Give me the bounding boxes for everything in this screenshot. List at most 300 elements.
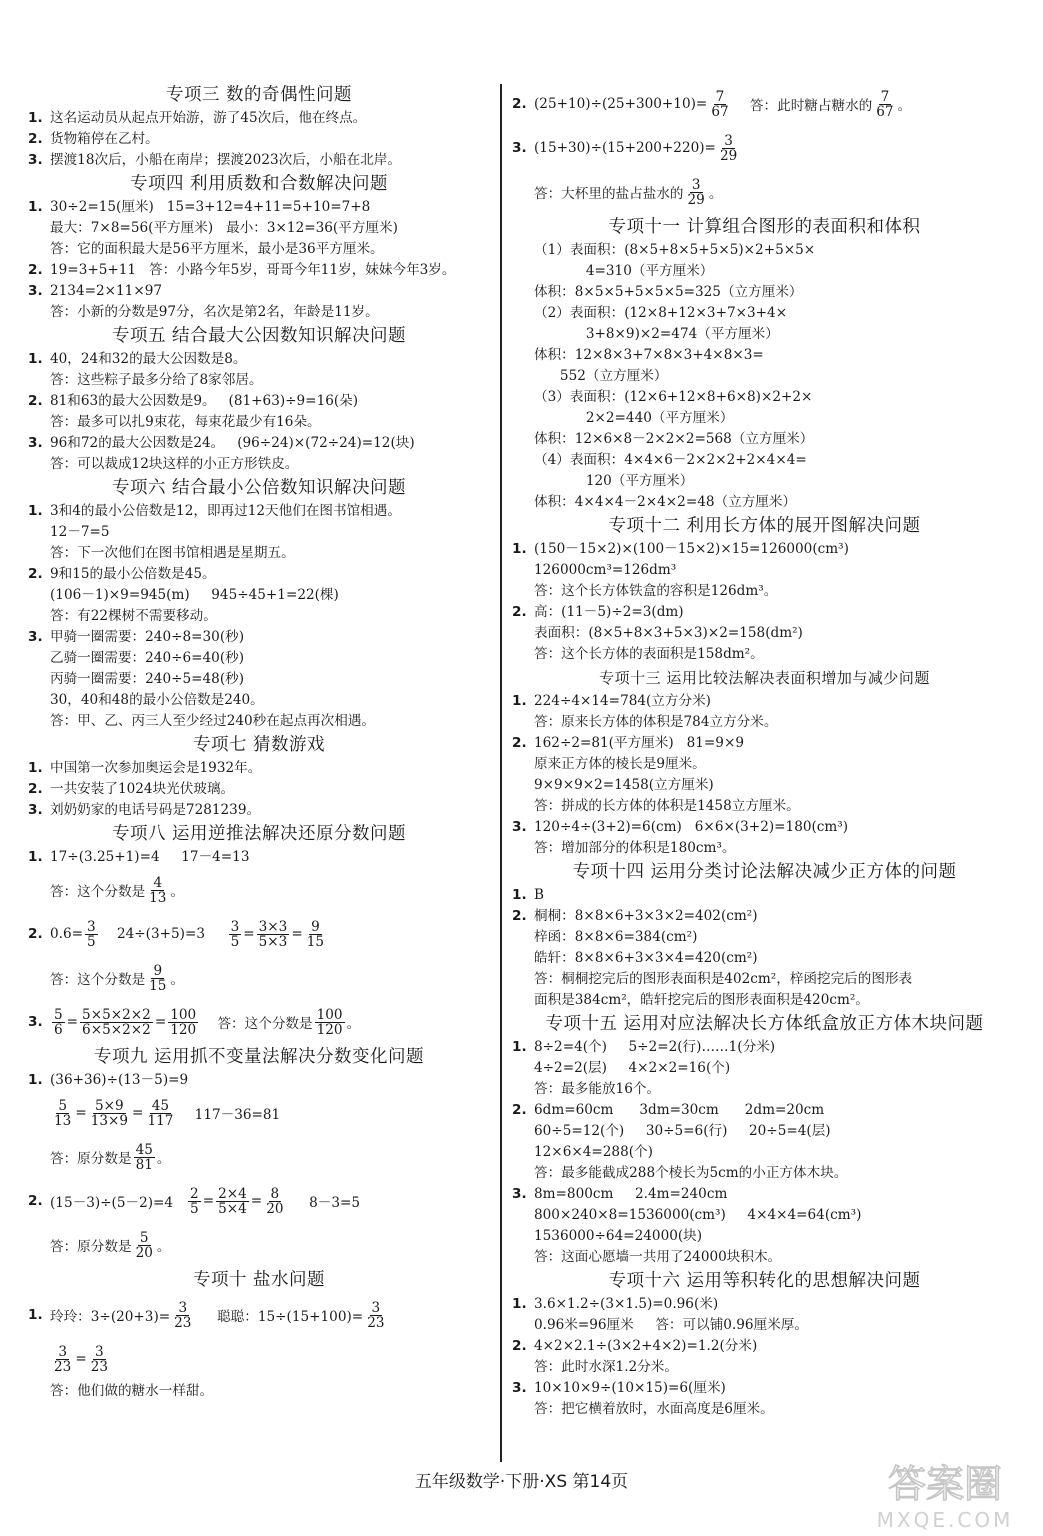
answer-text: 答：小新的分数是97分，名次是第2名，年龄是11岁。 [50, 304, 379, 320]
answer-text: 答：此时水深1.2分米。 [534, 1359, 678, 1375]
answer-line [512, 796, 1017, 817]
answer-text: 答：这面心愿墙一共用了24000块积木。 [534, 1249, 782, 1265]
answer-text: 3.6×1.2÷(3×1.5)=0.96(米) [534, 1296, 719, 1312]
answer-line [512, 1121, 1017, 1142]
answer-text: 答：把它横着放时，水面高度是6厘米。 [534, 1401, 774, 1417]
fraction-denominator: 23 [54, 1358, 72, 1375]
question-number: 3. [512, 140, 527, 156]
fraction [718, 134, 739, 163]
answer-line [28, 758, 490, 779]
answer-text: (36+36)÷(13－5)=9 [50, 1072, 189, 1088]
answer-line [512, 1058, 1017, 1079]
fraction-numerator: 100 [170, 1006, 197, 1023]
answer-line [512, 948, 1017, 969]
answer-line [512, 906, 1017, 927]
fraction-denominator: 23 [90, 1358, 109, 1375]
section-title: 专项六 结合最小公倍数知识解决问题 [111, 478, 407, 498]
answer-line [512, 303, 1017, 324]
answer-line [28, 669, 490, 690]
fraction-denominator: 67 [876, 103, 894, 120]
fraction [216, 1187, 249, 1216]
answer-text: 3+8×9)×2=474（平方厘米） [534, 326, 779, 342]
answer-text: = [75, 1105, 87, 1121]
answer-line [28, 711, 490, 732]
fraction-line [512, 170, 1017, 214]
answer-text: 答：原来长方体的体积是784立方分米。 [534, 714, 778, 730]
answer-text: = [243, 926, 255, 942]
fraction [89, 1345, 110, 1374]
question-number: 2. [512, 604, 527, 620]
answer-text: (106－1)×9=945(m) 945÷45+1=22(棵) [50, 587, 339, 603]
answer-line [512, 282, 1017, 303]
answer-text: 0.96米=96厘米 答：可以铺0.96厘米厚。 [534, 1317, 808, 1333]
question-number: 2. [28, 393, 43, 409]
answer-text: (15－3)÷(5－2)=4 [50, 1195, 187, 1211]
answer-text: B [534, 887, 544, 903]
answer-line [28, 690, 490, 711]
fraction-denominator: 5 [190, 1200, 199, 1217]
answer-line [512, 366, 1017, 387]
section-title: 专项十四 运用分类讨论法解决减少正方体的问题 [572, 862, 957, 882]
fraction [257, 920, 290, 949]
answer-text: 30，40和48的最小公倍数是240。 [50, 692, 264, 708]
question-number: 2. [512, 735, 527, 751]
answer-text: 体积：8×5×5+5×5×5=325（立方厘米） [534, 284, 803, 300]
answer-text: 答：这个长方体铁盒的容积是126dm³。 [534, 583, 778, 599]
answer-line [512, 623, 1017, 644]
answer-line [512, 539, 1017, 560]
answer-text: 体积：4×4×4－2×4×2=48（立方厘米） [534, 494, 797, 510]
fraction [264, 1187, 285, 1216]
answer-text: 答：此时糖占糖水的 [732, 98, 873, 114]
answer-line [512, 492, 1017, 513]
answer-line [512, 1142, 1017, 1163]
question-number: 1. [28, 351, 43, 367]
fraction-denominator: 13 [149, 889, 167, 906]
answer-text: 117－36=81 [177, 1107, 281, 1123]
question-number: 2. [28, 926, 43, 942]
answer-line [512, 817, 1017, 838]
question-number: 1. [28, 1307, 43, 1323]
section-title: 专项十 盐水问题 [192, 1270, 326, 1290]
answer-line [512, 387, 1017, 408]
answer-line [512, 1037, 1017, 1058]
answer-line [28, 370, 490, 391]
fraction-numerator: 3 [230, 918, 240, 935]
answer-text: 1536000÷64=24000(块) [534, 1228, 703, 1244]
answer-line [512, 1205, 1017, 1226]
answer-text: 12×6×4=288(个) [534, 1144, 653, 1160]
answer-text: = [291, 926, 303, 942]
answer-line [28, 349, 490, 370]
answer-line [28, 218, 490, 239]
answer-text: 体积：12×8×3+7×8×3+4×8×3= [534, 347, 764, 363]
question-number: 2. [28, 566, 43, 582]
answer-text: （3）表面积：(12×6+12×8+6×8)×2+2× [534, 389, 813, 405]
answer-line [512, 712, 1017, 733]
answer-text: 答：这个分数是 [50, 972, 146, 988]
answer-text: 17÷(3.25+1)=4 17－4=13 [50, 849, 250, 865]
answer-text: 皓轩：8×8×6+3×3×4=420(cm²) [534, 950, 758, 966]
answer-text: 552（立方厘米） [534, 368, 668, 384]
fraction-denominator: 120 [316, 1021, 343, 1038]
question-number: 2. [28, 1193, 43, 1209]
answer-text: 8÷2=4(个) 5÷2=2(行)……1(分米) [534, 1039, 776, 1055]
answer-line [28, 433, 490, 454]
answer-line [512, 1247, 1017, 1268]
answer-text: 答：大杯里的盐占盐水的 [534, 186, 684, 202]
fraction-line [28, 1000, 490, 1044]
answer-line [512, 885, 1017, 906]
answer-text: 答：最多能截成288个棱长为5cm的小正方体木块。 [534, 1165, 848, 1181]
fraction-line [28, 1135, 490, 1179]
answer-text: 乙骑一圈需要：240÷6=40(秒) [50, 650, 245, 666]
section-title: 专项九 运用抓不变量法解决分数变化问题 [93, 1047, 425, 1067]
fraction-numerator: 45 [135, 1141, 153, 1158]
answer-text: 24÷(3+5)=3 [99, 926, 227, 942]
fraction-line [512, 82, 1017, 126]
answer-line [512, 969, 1017, 990]
fraction-line [28, 956, 490, 1000]
question-number: 1. [28, 503, 43, 519]
fraction-numerator: 3 [371, 1299, 381, 1316]
answer-text: 聪聪：15÷(15+100)= [195, 1309, 364, 1325]
fraction [52, 1099, 73, 1128]
section-title: 专项十五 运用对应法解决长方体纸盒放正方体木块问题 [545, 1014, 984, 1034]
answer-line [28, 1381, 490, 1402]
answer-line [28, 800, 490, 821]
section-title: 专项七 猜数游戏 [192, 735, 326, 755]
answer-text: = [250, 1193, 263, 1209]
answer-text: (150－15×2)×(100－15×2)×15=126000(cm³) [534, 541, 849, 557]
answer-line [28, 606, 490, 627]
answer-text: 120÷4÷(3+2)=6(cm) 6×6×(3+2)=180(cm³) [534, 819, 849, 835]
fraction-numerator: 5×9 [95, 1097, 124, 1114]
answer-line [28, 108, 490, 129]
answer-line [512, 1357, 1017, 1378]
answer-text: 0.6= [50, 926, 84, 942]
answer-text: = [75, 1351, 87, 1367]
question-number: 1. [28, 760, 43, 776]
answer-line [512, 1378, 1017, 1399]
answer-text: 答：最多可以扎9束花，每束花最少有16朵。 [50, 414, 321, 430]
fraction-line [28, 912, 490, 956]
answer-line [28, 522, 490, 543]
answer-text: (25+10)÷(25+300+10)= [534, 96, 708, 112]
answer-line [512, 927, 1017, 948]
answer-text: 答：这个分数是 [50, 884, 146, 900]
answer-text: 12－7=5 [50, 524, 110, 540]
answer-line [512, 240, 1017, 261]
fraction-denominator: 13×9 [90, 1112, 129, 1129]
answer-line [28, 239, 490, 260]
answer-text: 摆渡18次后，小船在南岸；摆渡2023次后，小船在北岸。 [50, 152, 401, 168]
answer-text: 3和4的最小公倍数是12，即再过12天他们在图书馆相遇。 [50, 503, 401, 519]
fraction [188, 1187, 201, 1216]
fraction-numerator: 7 [715, 88, 725, 105]
answer-text: 10×10×9÷(10×15)=6(厘米) [534, 1380, 726, 1396]
answer-line [512, 1100, 1017, 1121]
fraction-denominator: 20 [135, 1244, 153, 1261]
answer-text: 162÷2=81(平方厘米) 81=9×9 [534, 735, 744, 751]
question-number: 1. [28, 110, 43, 126]
section-title: 专项四 利用质数和合数解决问题 [129, 174, 389, 194]
fraction-denominator: 5 [230, 933, 240, 950]
section-title: 专项十三 运用比较法解决表面积增加与减少问题 [599, 669, 930, 687]
question-number: 1. [512, 887, 527, 903]
answer-text: （2）表面积：(12×8+12×3+7×3+4× [534, 305, 788, 321]
answer-text: 126000cm³=126dm³ [534, 562, 677, 578]
question-number: 3. [28, 152, 43, 168]
answer-text: 4=310（平方厘米） [534, 263, 714, 279]
answer-line [28, 302, 490, 323]
answer-text: 19=3+5+11 答：小路今年5岁，哥哥今年11岁，妹妹今年3岁。 [50, 262, 456, 278]
answer-line [28, 454, 490, 475]
column-divider [500, 84, 502, 1462]
page-footer: 五年级数学·下册·XS 第14页 [414, 1472, 629, 1492]
question-number: 2. [28, 781, 43, 797]
fraction-denominator: 117 [147, 1112, 174, 1129]
section-title: 专项八 运用逆推法解决还原分数问题 [111, 824, 407, 844]
fraction-line [28, 1091, 490, 1135]
answer-text: 800×240×8=1536000(cm³) 4×4×4=64(cm³) [534, 1207, 862, 1223]
answer-line [512, 408, 1017, 429]
answer-text: 。 [708, 186, 723, 202]
fraction-denominator: 20 [266, 1200, 284, 1217]
left-column [28, 82, 490, 1402]
fraction-denominator: 29 [719, 147, 738, 164]
answer-text: 体积：12×6×8－2×2×2=568（立方厘米） [534, 431, 814, 447]
fraction-numerator: 9 [153, 962, 163, 979]
question-number: 1. [28, 199, 43, 215]
fraction-line [512, 126, 1017, 170]
answer-text: = [132, 1105, 144, 1121]
fraction-denominator: 23 [367, 1314, 385, 1331]
section-title: 专项十二 利用长方体的展开图解决问题 [608, 516, 921, 536]
fraction-denominator: 5×4 [218, 1200, 247, 1217]
answer-line [512, 1079, 1017, 1100]
answer-text: 答：拼成的长方体的体积是1458立方厘米。 [534, 798, 800, 814]
fraction-denominator: 67 [711, 103, 729, 120]
answer-line [512, 990, 1017, 1011]
answer-line [512, 838, 1017, 859]
fraction-numerator: 9 [311, 918, 320, 935]
answer-text: 丙骑一圈需要：240÷5=48(秒) [50, 671, 245, 687]
fraction-denominator: 81 [135, 1156, 153, 1173]
answer-text: 6dm=60cm 3dm=30cm 2dm=20cm [534, 1102, 825, 1118]
answer-text: 答：最多能放16个。 [534, 1081, 661, 1097]
answer-line [28, 847, 490, 868]
question-number: 3. [512, 1380, 527, 1396]
answer-text: 答：这个分数是 [200, 1016, 313, 1032]
watermark-url: MXQE.COM [876, 1508, 1014, 1532]
answer-text: 9和15的最小公倍数是45。 [50, 566, 216, 582]
answer-text: 中国第一次参加奥运会是1932年。 [50, 760, 262, 776]
fraction [85, 920, 98, 949]
answer-text: 。 [156, 1239, 171, 1255]
answer-line [512, 1226, 1017, 1247]
right-column [512, 82, 1017, 1420]
question-number: 1. [512, 541, 527, 557]
answer-line [512, 429, 1017, 450]
fraction-numerator: 5 [54, 1006, 63, 1023]
answer-text: 答：原分数是 [50, 1151, 132, 1167]
fraction [229, 920, 242, 949]
watermark-logo-icon [860, 1455, 1030, 1533]
fraction-numerator: 5 [139, 1229, 149, 1246]
answer-text: 这名运动员从起点开始游，游了45次后，他在终点。 [50, 110, 367, 126]
question-number: 3. [28, 435, 43, 451]
answer-text: 2134=2×11×97 [50, 283, 163, 299]
answer-text: 表面积：(8×5+8×3+5×3)×2=158(dm²) [534, 625, 803, 641]
fraction-line [28, 1179, 490, 1223]
question-number: 1. [28, 1072, 43, 1088]
answer-text: 答：他们做的糖水一样甜。 [50, 1383, 214, 1399]
fraction [134, 1231, 155, 1260]
answer-line [28, 197, 490, 218]
answer-line [512, 345, 1017, 366]
question-number: 1. [512, 1296, 527, 1312]
question-number: 2. [512, 1102, 527, 1118]
answer-text: 8－3=5 [287, 1195, 361, 1211]
fraction [172, 1301, 193, 1330]
answer-text: 9×9×9×2=1458(立方厘米) [534, 777, 714, 793]
watermark-brand: 答案圈 [887, 1462, 1003, 1506]
answer-line [512, 602, 1017, 623]
answer-line [512, 733, 1017, 754]
fraction [147, 876, 168, 905]
fraction-denominator: 120 [170, 1021, 197, 1038]
answer-text: 。 [170, 972, 185, 988]
answer-line [512, 754, 1017, 775]
fraction [80, 1008, 153, 1037]
section-title: 专项三 数的奇偶性问题 [165, 85, 353, 105]
fraction-numerator: 4 [153, 874, 163, 891]
answer-text: 面积是384cm²，皓轩挖完后的图形表面积是420cm²。 [534, 992, 869, 1008]
answer-text: （4）表面积：4×4×6－2×2×2+2×4×4= [534, 452, 807, 468]
fraction-line [28, 868, 490, 912]
fraction [89, 1099, 130, 1128]
answer-text: 40，24和32的最大公因数是8。 [50, 351, 247, 367]
answer-text: 答：原分数是 [50, 1239, 132, 1255]
fraction-denominator: 23 [174, 1314, 192, 1331]
answer-text: 答：增加部分的体积是180cm³。 [534, 840, 736, 856]
fraction-line [28, 1337, 490, 1381]
answer-text: = [202, 1193, 215, 1209]
fraction-denominator: 15 [306, 933, 325, 950]
question-number: 2. [28, 262, 43, 278]
fraction-denominator: 6 [54, 1021, 63, 1038]
section-title: 专项五 结合最大公因数知识解决问题 [111, 326, 407, 346]
answer-line [28, 627, 490, 648]
answer-line [512, 775, 1017, 796]
answer-text: 桐桐：8×8×6+3×3×2=402(cm²) [534, 908, 758, 924]
answer-line [28, 391, 490, 412]
question-number: 3. [512, 819, 527, 835]
fraction-denominator: 6×5×2×2 [82, 1021, 151, 1038]
answer-text: = [154, 1014, 167, 1030]
fraction [145, 1099, 175, 1128]
answer-line [512, 1315, 1017, 1336]
fraction-denominator: 29 [687, 191, 705, 208]
fraction-numerator: 8 [270, 1185, 280, 1202]
answer-line [28, 564, 490, 585]
answer-text: 答：下一次他们在图书馆相遇是星期五。 [50, 545, 295, 561]
question-number: 2. [512, 96, 527, 112]
answer-line [28, 281, 490, 302]
answer-text: 4÷2=2(层) 4×2×2=16(个) [534, 1060, 731, 1076]
answer-text: 原来正方体的棱长是9厘米。 [534, 756, 706, 772]
answer-line [28, 779, 490, 800]
answer-text: 8m=800cm 2.4m=240cm [534, 1186, 728, 1202]
section-title: 专项十一 计算组合图形的表面积和体积 [608, 217, 921, 237]
answer-line [28, 648, 490, 669]
answer-text: 。 [156, 1151, 171, 1167]
fraction [874, 90, 895, 119]
answer-line [512, 1163, 1017, 1184]
answer-text: 96和72的最大公因数是24。 (96÷24)×(72÷24)=12(块) [50, 435, 415, 451]
fraction [147, 964, 168, 993]
fraction [305, 920, 326, 949]
answer-text: = [66, 1014, 79, 1030]
answer-line [512, 1399, 1017, 1420]
answer-line [28, 412, 490, 433]
question-number: 1. [512, 693, 527, 709]
question-number: 2. [512, 908, 527, 924]
answer-text: 30÷2=15(厘米) 15=3+12=4+11=5+10=7+8 [50, 199, 371, 215]
question-number: 3. [28, 629, 43, 645]
answer-text: 最大：7×8=56(平方厘米) 最小：3×12=36(平方厘米) [50, 220, 398, 236]
question-number: 2. [512, 1338, 527, 1354]
fraction-numerator: 3 [724, 132, 733, 149]
fraction-numerator: 3×3 [258, 918, 288, 935]
fraction [134, 1143, 155, 1172]
fraction-numerator: 100 [316, 1006, 343, 1023]
fraction-numerator: 7 [880, 88, 890, 105]
answer-line [28, 1070, 490, 1091]
answer-line [512, 1336, 1017, 1357]
fraction [168, 1008, 198, 1037]
answer-line [28, 585, 490, 606]
question-number: 3. [28, 1014, 43, 1030]
question-number: 3. [28, 802, 43, 818]
answer-text: 答：它的面积最大是56平方厘米，最小是36平方厘米。 [50, 241, 384, 257]
fraction-numerator: 45 [151, 1097, 170, 1114]
fraction-numerator: 3 [87, 918, 96, 935]
answer-text: 刘奶奶家的电话号码是7281239。 [50, 802, 261, 818]
fraction-numerator: 3 [58, 1343, 67, 1360]
answer-text: 答：甲、乙、丙三人至少经过240秒在起点再次相遇。 [50, 713, 376, 729]
answer-text: 一共安装了1024块光伏玻璃。 [50, 781, 235, 797]
answer-text: 答：可以裁成12块这样的小正方形铁皮。 [50, 456, 299, 472]
section-title: 专项十六 运用等积转化的思想解决问题 [608, 1271, 921, 1291]
answer-text: 60÷5=12(个) 30÷5=6(行) 20÷5=4(层) [534, 1123, 831, 1139]
answer-line [28, 150, 490, 171]
answer-line [28, 260, 490, 281]
answer-text: 高：(11－5)÷2=3(dm) [534, 604, 684, 620]
answer-line [512, 560, 1017, 581]
answer-line [512, 644, 1017, 665]
answer-line [512, 581, 1017, 602]
answer-text: 81和63的最大公因数是9。 (81+63)÷9=16(朵) [50, 393, 359, 409]
fraction-denominator: 5×3 [258, 933, 288, 950]
answer-text: 甲骑一圈需要：240÷8=30(秒) [50, 629, 245, 645]
answer-text: 2×2=440（平方厘米） [534, 410, 734, 426]
answer-line [28, 129, 490, 150]
answer-text: 答：这些粽子最多分给了8家邻居。 [50, 372, 263, 388]
answer-line [512, 324, 1017, 345]
answer-text: 。 [170, 884, 185, 900]
